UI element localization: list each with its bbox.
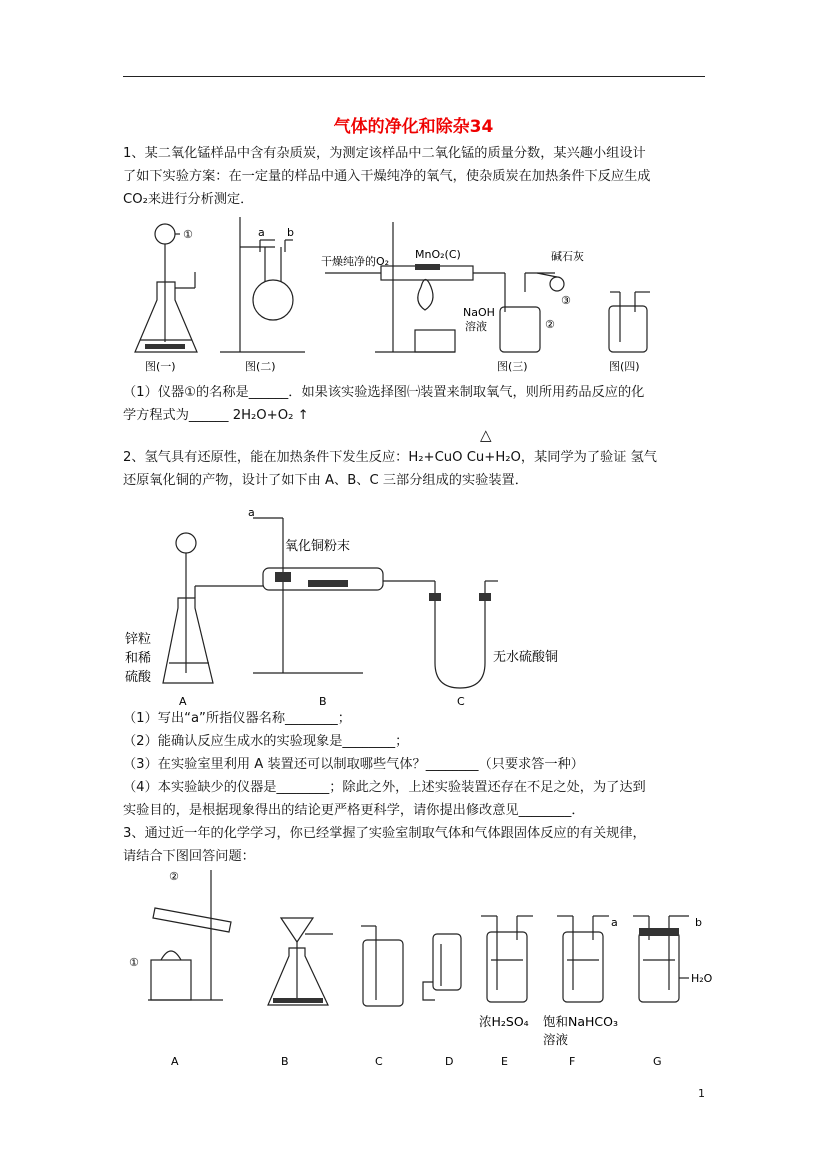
- q2-sub1: （1）写出“a”所指仪器名称________；: [123, 711, 351, 726]
- q2-zn-label-1: 锌粒: [125, 632, 152, 647]
- q2-label-a: a: [248, 506, 255, 519]
- q2-label-A: A: [179, 695, 187, 708]
- q2-figure: [123, 498, 593, 710]
- q3-label-B: B: [281, 1055, 289, 1068]
- q1-mark2: ②: [545, 318, 555, 331]
- q1-fig1-label: 图(一): [145, 360, 176, 373]
- page-number: 1: [698, 1087, 705, 1100]
- q3-label-E: E: [501, 1055, 508, 1068]
- q1-lime-label: 碱石灰: [551, 250, 584, 263]
- q1-sub1-line2: 学方程式为______ 2H₂O+O₂ ↑: [123, 408, 309, 423]
- q2-zn-label-3: 硫酸: [125, 670, 152, 685]
- q2-sub4-line2: 实验目的，是根据现象得出的结论更严格更科学，请你提出修改意见________．: [123, 803, 585, 818]
- q2-cuo-label: 氧化铜粉末: [285, 539, 351, 554]
- q1-mno2-label: MnO₂(C): [415, 248, 461, 261]
- q2-zn-label-2: 和稀: [125, 651, 152, 666]
- q3-f-reagent-2: 溶液: [543, 1032, 569, 1047]
- q3-label-D: D: [445, 1055, 454, 1068]
- q2-label-C: C: [457, 695, 465, 708]
- q2-sub3: （3）在实验室里利用 A 装置还可以制取哪些气体？________（只要求答一种）: [123, 757, 584, 772]
- q3-label-A: A: [171, 1055, 179, 1068]
- q3-f-reagent-1: 饱和NaHCO₃: [543, 1014, 618, 1029]
- q2-cuso4-label: 无水硫酸铜: [493, 650, 559, 665]
- q1-naoh-label: NaOH: [463, 306, 495, 319]
- q1-line2: 了如下实验方案：在一定量的样品中通入干燥纯净的氧气，使杂质炭在加热条件下反应生成: [123, 169, 651, 184]
- q1-line3: CO₂来进行分析测定．: [123, 192, 254, 207]
- q3-label-F: F: [569, 1055, 576, 1068]
- q2-label-B: B: [319, 695, 327, 708]
- q3-label-C: C: [375, 1055, 383, 1068]
- q1-line1: 1、某二氧化锰样品中含有杂质炭，为测定该样品中二氧化锰的质量分数，某兴趣小组设计: [123, 146, 646, 161]
- q3-line1: 3、通过近一年的化学学习，你已经掌握了实验室制取气体和气体跟固体反应的有关规律，: [123, 826, 646, 841]
- q1-figure: [125, 212, 665, 378]
- q1-fig2-a: a: [258, 226, 265, 239]
- q1-mark1: ①: [183, 228, 193, 241]
- q2-sub2: （2）能确认反应生成水的实验现象是________；: [123, 734, 409, 749]
- q3-mark2: ②: [169, 870, 179, 883]
- q3-h2o-label: H₂O: [691, 972, 713, 985]
- q3-line2: 请结合下图回答问题：: [123, 849, 255, 864]
- q1-o2-label: 干燥纯净的O₂: [321, 255, 390, 268]
- q3-label-a: a: [611, 916, 618, 929]
- page-title: 气体的净化和除杂34: [333, 117, 494, 137]
- q2-heat-condition: △: [480, 426, 492, 444]
- q2-line2: 还原氧化铜的产物，设计了如下由 A、B、C 三部分组成的实验装置．: [123, 473, 528, 488]
- q3-mark1: ①: [129, 956, 139, 969]
- q1-naoh-solution-label: 溶液: [465, 320, 487, 333]
- q2-sub4-line1: （4）本实验缺少的仪器是________；除此之外，上述实验装置还存在不足之处，为了达到: [123, 780, 646, 795]
- q3-figure: [123, 860, 723, 1072]
- q1-fig2-b: b: [287, 226, 294, 239]
- q1-fig4-label: 图(四): [609, 360, 640, 373]
- header-rule: [123, 76, 705, 77]
- q1-mark3: ③: [561, 294, 571, 307]
- q3-label-G: G: [653, 1055, 662, 1068]
- q2-line1: 2、氢气具有还原性，能在加热条件下发生反应：H₂+CuO Cu+H₂O，某同学为了验证 氢气: [123, 450, 657, 465]
- q1-fig2-label: 图(二): [245, 360, 276, 373]
- q1-sub1-line1: （1）仪器①的名称是______．如果该实验选择图㈠装置来制取氧气，则所用药品反应的化: [123, 385, 645, 400]
- q3-label-b: b: [695, 916, 702, 929]
- q3-e-reagent: 浓H₂SO₄: [479, 1014, 529, 1029]
- q1-fig3-label: 图(三): [497, 360, 528, 373]
